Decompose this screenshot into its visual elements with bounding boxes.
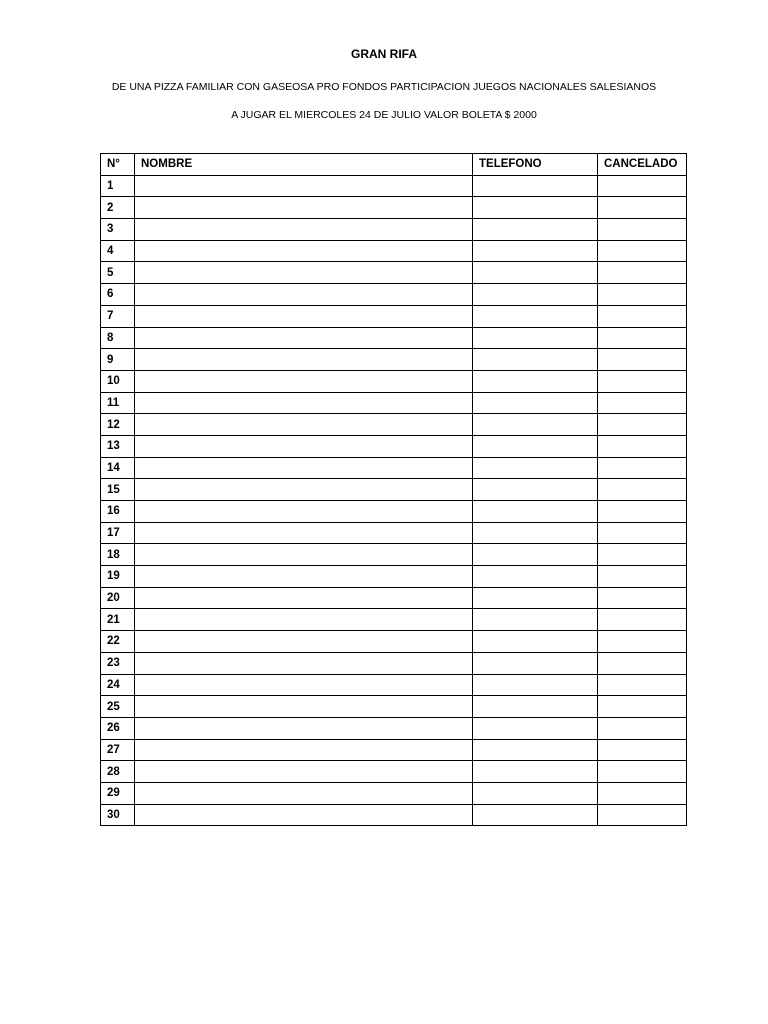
table-row — [101, 501, 687, 523]
phone-field[interactable] — [473, 501, 598, 523]
phone-field[interactable] — [473, 674, 598, 696]
phone-field[interactable] — [473, 392, 598, 414]
table-row — [101, 717, 687, 739]
phone-field[interactable] — [473, 587, 598, 609]
paid-field[interactable] — [598, 587, 687, 609]
raffle-date-price: A JUGAR EL MIERCOLES 24 DE JULIO VALOR BOLETA $ 2000 — [231, 109, 537, 121]
table-row — [101, 782, 687, 804]
ticket-number: 13 — [101, 435, 135, 457]
ticket-number: 17 — [101, 522, 135, 544]
phone-field[interactable] — [473, 370, 598, 392]
paid-field[interactable] — [598, 717, 687, 739]
paid-field[interactable] — [598, 435, 687, 457]
ticket-number: 7 — [101, 305, 135, 327]
phone-field[interactable] — [473, 457, 598, 479]
ticket-number: 3 — [101, 219, 135, 241]
raffle-table — [100, 153, 687, 826]
ticket-number: 14 — [101, 457, 135, 479]
ticket-number: 30 — [101, 804, 135, 826]
raffle-table-body — [101, 175, 687, 826]
name-field[interactable] — [135, 804, 473, 826]
name-field[interactable] — [135, 696, 473, 718]
paid-field[interactable] — [598, 739, 687, 761]
name-field[interactable] — [135, 609, 473, 631]
phone-field[interactable] — [473, 652, 598, 674]
phone-field[interactable] — [473, 284, 598, 306]
phone-field[interactable] — [473, 305, 598, 327]
paid-field[interactable] — [598, 175, 687, 197]
table-row — [101, 761, 687, 783]
paid-field[interactable] — [598, 566, 687, 588]
phone-field[interactable] — [473, 349, 598, 371]
name-field[interactable] — [135, 479, 473, 501]
paid-field[interactable] — [598, 262, 687, 284]
table-row — [101, 479, 687, 501]
column-header-paid: CANCELADO — [598, 154, 687, 176]
name-field[interactable] — [135, 566, 473, 588]
table-row — [101, 414, 687, 436]
name-field[interactable] — [135, 435, 473, 457]
ticket-number: 1 — [101, 175, 135, 197]
ticket-number: 21 — [101, 609, 135, 631]
name-field[interactable] — [135, 717, 473, 739]
table-row — [101, 652, 687, 674]
paid-field[interactable] — [598, 652, 687, 674]
name-field[interactable] — [135, 761, 473, 783]
table-row — [101, 435, 687, 457]
table-row — [101, 544, 687, 566]
ticket-number: 11 — [101, 392, 135, 414]
paid-field[interactable] — [598, 609, 687, 631]
table-header-row — [101, 154, 687, 176]
name-field[interactable] — [135, 674, 473, 696]
ticket-number: 19 — [101, 566, 135, 588]
ticket-number: 10 — [101, 370, 135, 392]
table-row — [101, 457, 687, 479]
phone-field[interactable] — [473, 219, 598, 241]
phone-field[interactable] — [473, 609, 598, 631]
phone-field[interactable] — [473, 479, 598, 501]
name-field[interactable] — [135, 652, 473, 674]
name-field[interactable] — [135, 197, 473, 219]
ticket-number: 26 — [101, 717, 135, 739]
phone-field[interactable] — [473, 804, 598, 826]
table-row — [101, 522, 687, 544]
paid-field[interactable] — [598, 219, 687, 241]
phone-field[interactable] — [473, 782, 598, 804]
table-row — [101, 305, 687, 327]
name-field[interactable] — [135, 631, 473, 653]
paid-field[interactable] — [598, 761, 687, 783]
table-row — [101, 284, 687, 306]
paid-field[interactable] — [598, 544, 687, 566]
table-row — [101, 631, 687, 653]
ticket-number: 2 — [101, 197, 135, 219]
ticket-number: 12 — [101, 414, 135, 436]
name-field[interactable] — [135, 587, 473, 609]
ticket-number: 20 — [101, 587, 135, 609]
table-row — [101, 240, 687, 262]
table-row — [101, 392, 687, 414]
ticket-number: 29 — [101, 782, 135, 804]
name-field[interactable] — [135, 782, 473, 804]
name-field[interactable] — [135, 305, 473, 327]
phone-field[interactable] — [473, 761, 598, 783]
paid-field[interactable] — [598, 501, 687, 523]
paid-field[interactable] — [598, 696, 687, 718]
phone-field[interactable] — [473, 435, 598, 457]
name-field[interactable] — [135, 501, 473, 523]
ticket-number: 5 — [101, 262, 135, 284]
paid-field[interactable] — [598, 674, 687, 696]
phone-field[interactable] — [473, 262, 598, 284]
phone-field[interactable] — [473, 175, 598, 197]
phone-field[interactable] — [473, 544, 598, 566]
name-field[interactable] — [135, 284, 473, 306]
paid-field[interactable] — [598, 414, 687, 436]
phone-field[interactable] — [473, 696, 598, 718]
phone-field[interactable] — [473, 414, 598, 436]
paid-field[interactable] — [598, 522, 687, 544]
table-row — [101, 327, 687, 349]
paid-field[interactable] — [598, 284, 687, 306]
name-field[interactable] — [135, 392, 473, 414]
ticket-number: 15 — [101, 479, 135, 501]
table-row — [101, 219, 687, 241]
paid-field[interactable] — [598, 457, 687, 479]
paid-field[interactable] — [598, 631, 687, 653]
table-row — [101, 370, 687, 392]
column-header-number: N° — [101, 154, 135, 176]
paid-field[interactable] — [598, 804, 687, 826]
document-title: GRAN RIFA — [351, 47, 417, 61]
paid-field[interactable] — [598, 305, 687, 327]
name-field[interactable] — [135, 370, 473, 392]
paid-field[interactable] — [598, 479, 687, 501]
table-row — [101, 696, 687, 718]
phone-field[interactable] — [473, 631, 598, 653]
table-row — [101, 674, 687, 696]
table-row — [101, 739, 687, 761]
name-field[interactable] — [135, 414, 473, 436]
table-row — [101, 804, 687, 826]
raffle-description: DE UNA PIZZA FAMILIAR CON GASEOSA PRO FONDOS PARTICIPACION JUEGOS NACIONALES SALESIANOS — [111, 81, 657, 93]
name-field[interactable] — [135, 327, 473, 349]
table-row — [101, 349, 687, 371]
paid-field[interactable] — [598, 240, 687, 262]
name-field[interactable] — [135, 219, 473, 241]
column-header-phone: TELEFONO — [473, 154, 598, 176]
phone-field[interactable] — [473, 240, 598, 262]
ticket-number: 4 — [101, 240, 135, 262]
ticket-number: 28 — [101, 761, 135, 783]
ticket-number: 27 — [101, 739, 135, 761]
table-row — [101, 587, 687, 609]
ticket-number: 25 — [101, 696, 135, 718]
phone-field[interactable] — [473, 197, 598, 219]
table-row — [101, 566, 687, 588]
paid-field[interactable] — [598, 197, 687, 219]
ticket-number: 22 — [101, 631, 135, 653]
ticket-number: 18 — [101, 544, 135, 566]
ticket-number: 24 — [101, 674, 135, 696]
name-field[interactable] — [135, 457, 473, 479]
name-field[interactable] — [135, 739, 473, 761]
name-field[interactable] — [135, 349, 473, 371]
paid-field[interactable] — [598, 327, 687, 349]
table-row — [101, 609, 687, 631]
table-row — [101, 175, 687, 197]
column-header-name: NOMBRE — [135, 154, 473, 176]
phone-field[interactable] — [473, 717, 598, 739]
phone-field[interactable] — [473, 739, 598, 761]
name-field[interactable] — [135, 522, 473, 544]
name-field[interactable] — [135, 175, 473, 197]
ticket-number: 6 — [101, 284, 135, 306]
phone-field[interactable] — [473, 522, 598, 544]
phone-field[interactable] — [473, 566, 598, 588]
name-field[interactable] — [135, 262, 473, 284]
name-field[interactable] — [135, 240, 473, 262]
paid-field[interactable] — [598, 370, 687, 392]
name-field[interactable] — [135, 544, 473, 566]
ticket-number: 23 — [101, 652, 135, 674]
paid-field[interactable] — [598, 782, 687, 804]
ticket-number: 16 — [101, 501, 135, 523]
ticket-number: 8 — [101, 327, 135, 349]
paid-field[interactable] — [598, 349, 687, 371]
paid-field[interactable] — [598, 392, 687, 414]
table-row — [101, 262, 687, 284]
table-row — [101, 197, 687, 219]
ticket-number: 9 — [101, 349, 135, 371]
phone-field[interactable] — [473, 327, 598, 349]
